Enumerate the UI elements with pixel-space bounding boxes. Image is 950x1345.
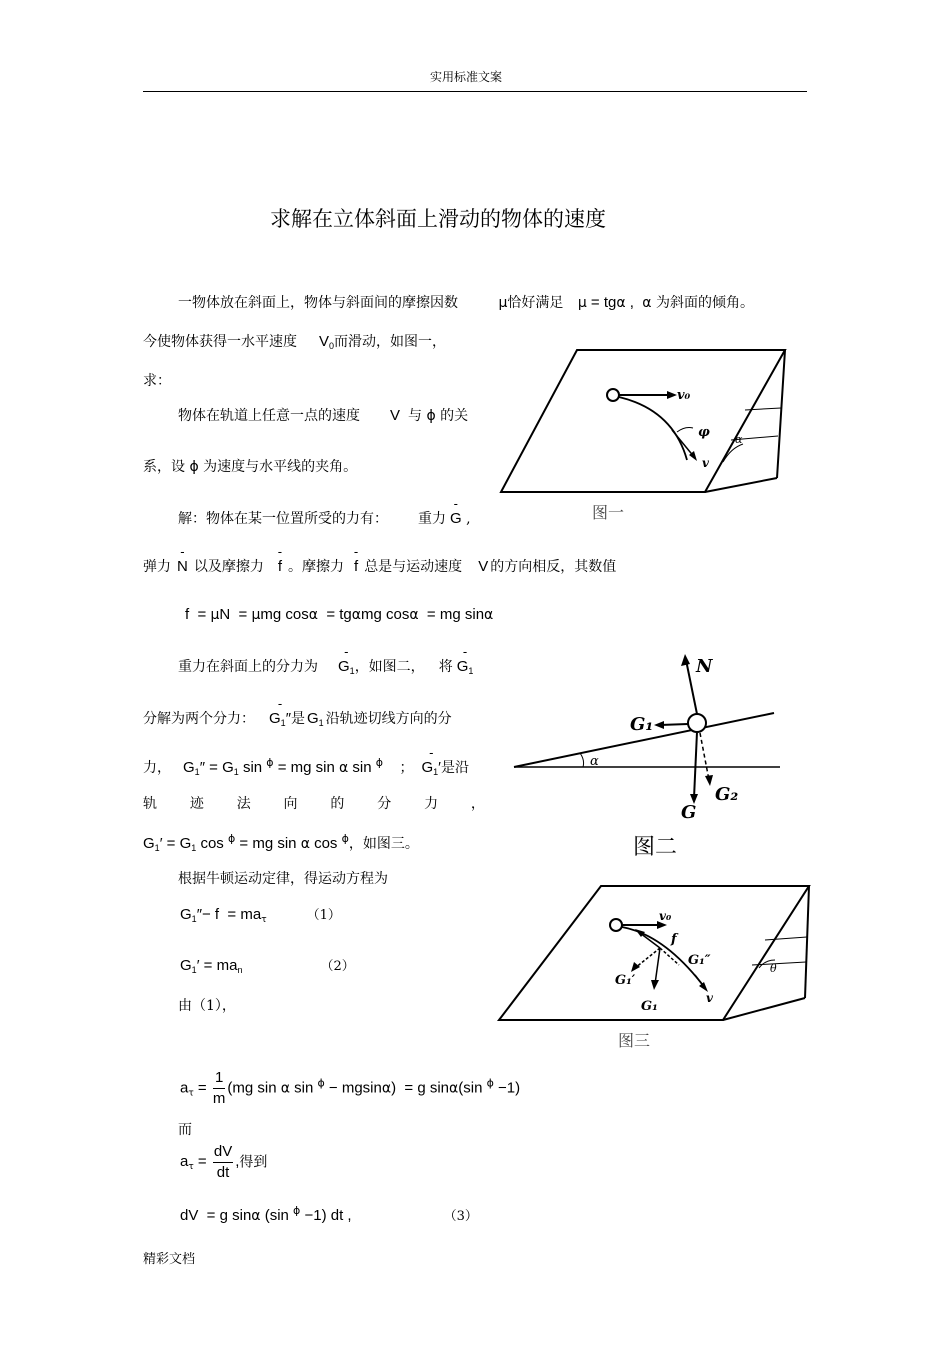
solution-line-10: 而: [178, 1122, 192, 1138]
intro-line-4: 物体在轨道上任意一点的速度 V 与 ϕ 的关: [178, 407, 469, 424]
fig2-label-N: N: [696, 656, 713, 677]
solution-line-3: 重力在斜面上的分力为- $G_1$，如图二， 将- $G_1$: [178, 656, 473, 676]
solution-line-4: 分解为两个分力：- $G_1''$是 $G_1$ 沿轨迹切线方向的分: [143, 708, 452, 728]
document-title: 求解在立体斜面上滑动的物体的速度: [270, 207, 606, 231]
solution-line-9: 由（1），: [178, 998, 236, 1014]
intro-line-5: 系，设 ϕ 为速度与水平线的夹角。: [143, 459, 358, 475]
fig2-label-G1: G₁: [630, 714, 654, 735]
derivative-definition: $a_\tau$ = $\frac{dV}{dt}$ ,得到: [180, 1143, 268, 1181]
solution-line-5: 力， $G_1'' = G_1$ sin $^\phi$ = mg sin α sin $^\phi$ ；- $G_1'$是沿: [143, 756, 469, 777]
tangential-acceleration-equation: $a_\tau$ = $\frac{1}{m}$ (mg sin α sin $^\phi$ − mgsinα) = g sinα(sin $^\phi$ −1): [180, 1069, 521, 1107]
fig1-label-v0: v₀: [677, 388, 691, 403]
fig1-label-alpha: α: [735, 433, 743, 446]
fig3-label-v: v: [706, 991, 713, 1005]
solution-line-6: 轨 迹 法 向 的 分 力 ，: [143, 796, 485, 812]
solution-line-8: 根据牛顿运动定律，得运动方程为: [178, 871, 388, 887]
figure-2-caption: 图二: [633, 835, 678, 860]
solution-line-7: $G_1' = G_1$ cos $^\phi$ = mg sin α cos $^\phi$，如图三。: [143, 832, 419, 853]
intro-line-1: 一物体放在斜面上，物体与斜面间的摩擦因数 μ恰好满足 μ = tgα , α 为斜面的倾角。: [178, 294, 754, 311]
fig1-label-v: v: [702, 456, 709, 470]
figure-3-diagram: [495, 880, 815, 1025]
equation-3: dV = g sinα (sin $^\phi$ −1) dt , （3）: [180, 1204, 478, 1224]
equation-2: $G_1' = ma_n$ （2）: [180, 957, 355, 975]
fig2-label-alpha: α: [590, 754, 599, 769]
fig3-label-G1: G₁: [641, 999, 658, 1014]
equation-1: $G_1''- f = ma_\tau$ （1）: [180, 906, 341, 925]
page-footer: 精彩文档: [143, 1252, 196, 1267]
solution-line-2: 弹力- N 以及摩擦力- f 。摩擦力- f 总是与运动速度 V 的方向相反，其数值: [143, 556, 616, 576]
figure-1-diagram: [495, 340, 795, 530]
fig3-label-G1p: G₁′: [615, 973, 636, 988]
intro-line-2: 今使物体获得一水平速度 $V_0$而滑动，如图一，: [143, 333, 447, 351]
fig3-label-v0: v₀: [659, 909, 672, 923]
fig2-label-G: G: [681, 802, 697, 823]
figure-2-diagram: [510, 650, 790, 825]
friction-equation: f = μN = μmg cosα = tgαmg cosα = mg sinα: [185, 606, 494, 623]
intro-line-3: 求：: [143, 373, 171, 389]
fig3-label-f: f: [671, 932, 677, 947]
solution-line-1: 解：物体在某一位置所受的力有： 重力- G ,: [178, 508, 471, 528]
page-header: 实用标准文案: [430, 70, 503, 84]
fig1-label-phi: φ: [698, 425, 710, 440]
fig3-label-G1pp: G₁″: [688, 953, 711, 968]
header-divider: [143, 91, 807, 92]
fig2-label-G2: G₂: [715, 784, 739, 805]
fig3-label-theta: θ: [770, 962, 777, 975]
figure-3-caption: 图三: [618, 1031, 651, 1050]
figure-1-caption: 图一: [592, 503, 625, 522]
